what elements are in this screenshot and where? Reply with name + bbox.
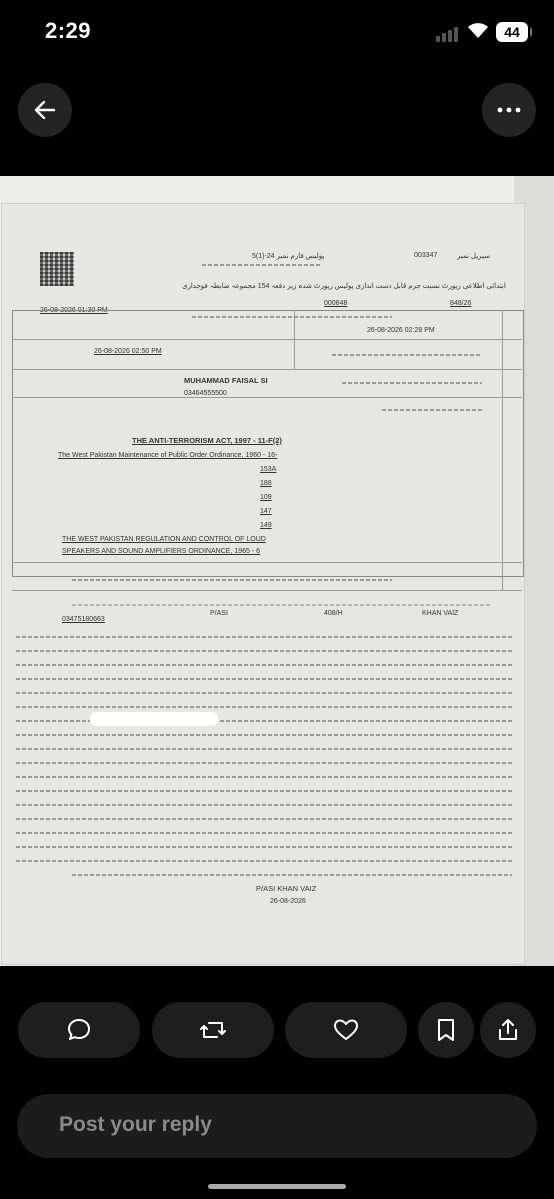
record-number: 000848	[324, 300, 348, 307]
section-109: 109	[260, 494, 272, 501]
back-button[interactable]	[18, 83, 72, 137]
section-149: 149	[260, 522, 272, 529]
serial-label: سیریل نمبر	[457, 253, 491, 260]
fir-number: 848/26	[450, 300, 472, 307]
serial-number: 003347	[414, 252, 438, 259]
status-bar	[0, 0, 554, 64]
form-title: پولیس فارم نمبر 24-(1)5	[252, 253, 325, 260]
law-section-3a: THE WEST PAKISTAN REGULATION AND CONTROL OF LOUD	[62, 536, 266, 543]
section-147: 147	[260, 508, 272, 515]
comment-button[interactable]	[18, 1002, 140, 1058]
comment-icon	[66, 1017, 92, 1043]
officer-name: KHAN VAIZ	[422, 610, 459, 617]
wifi-icon	[467, 21, 489, 39]
arrow-left-icon	[35, 101, 55, 119]
qr-code	[40, 252, 74, 286]
repost-button[interactable]	[152, 1002, 274, 1058]
law-section-1: THE ANTI-TERRORISM ACT, 1997 - 11-F(2)	[132, 436, 282, 445]
post-actions	[0, 1002, 554, 1060]
status-time: 2:29	[45, 18, 92, 43]
signature-date: 26-08-2026	[270, 898, 306, 905]
heart-icon	[333, 1018, 359, 1042]
datetime-reported: 26-08-2026 02:28 PM	[367, 327, 435, 334]
share-button[interactable]	[480, 1002, 536, 1058]
complainant-name: MUHAMMAD FAISAL SI	[184, 376, 268, 385]
reply-placeholder: Post your reply	[59, 1113, 212, 1136]
law-section-2: The West Pakistan Maintenance of Public Order Ordinance, 1960 - 16-	[58, 452, 278, 459]
share-icon	[497, 1018, 519, 1042]
reply-input[interactable]	[17, 1094, 537, 1158]
bookmark-icon	[436, 1018, 456, 1042]
complainant-phone: 03464555500	[184, 390, 227, 397]
datetime-occurrence: 26-08-2026 01:30 PM	[40, 307, 108, 314]
redaction-mark	[90, 712, 218, 726]
form-heading: ابتدائی اطلاعی رپورٹ نسبت جرم قابل دست اندازی پولیس رپورٹ شدہ زیر دفعہ 154 مجموعہ ضابطہ فوجداری	[182, 283, 506, 290]
repost-icon	[199, 1017, 227, 1043]
section-188: 188	[260, 480, 272, 487]
more-options-button[interactable]	[482, 83, 536, 137]
signature-name: P/ASI KHAN VAIZ	[256, 884, 317, 893]
battery-icon: 44	[496, 22, 528, 42]
officer-phone: 03475180663	[62, 616, 105, 623]
document-image[interactable]	[0, 176, 554, 966]
fir-document	[2, 204, 524, 964]
officer-rank: P/ASI	[210, 610, 228, 617]
like-button[interactable]	[285, 1002, 407, 1058]
cellular-signal-icon	[436, 27, 458, 42]
datetime-dispatch: 26-08-2026 02:50 PM	[94, 348, 162, 355]
officer-badge: 408/H	[324, 610, 343, 617]
bookmark-button[interactable]	[418, 1002, 474, 1058]
law-section-3b: SPEAKERS AND SOUND AMPLIFIERS ORDINANCE, 1965 - 6	[62, 548, 261, 555]
home-indicator[interactable]	[208, 1184, 346, 1189]
section-153a: 153A	[260, 466, 277, 473]
more-icon	[497, 107, 521, 113]
